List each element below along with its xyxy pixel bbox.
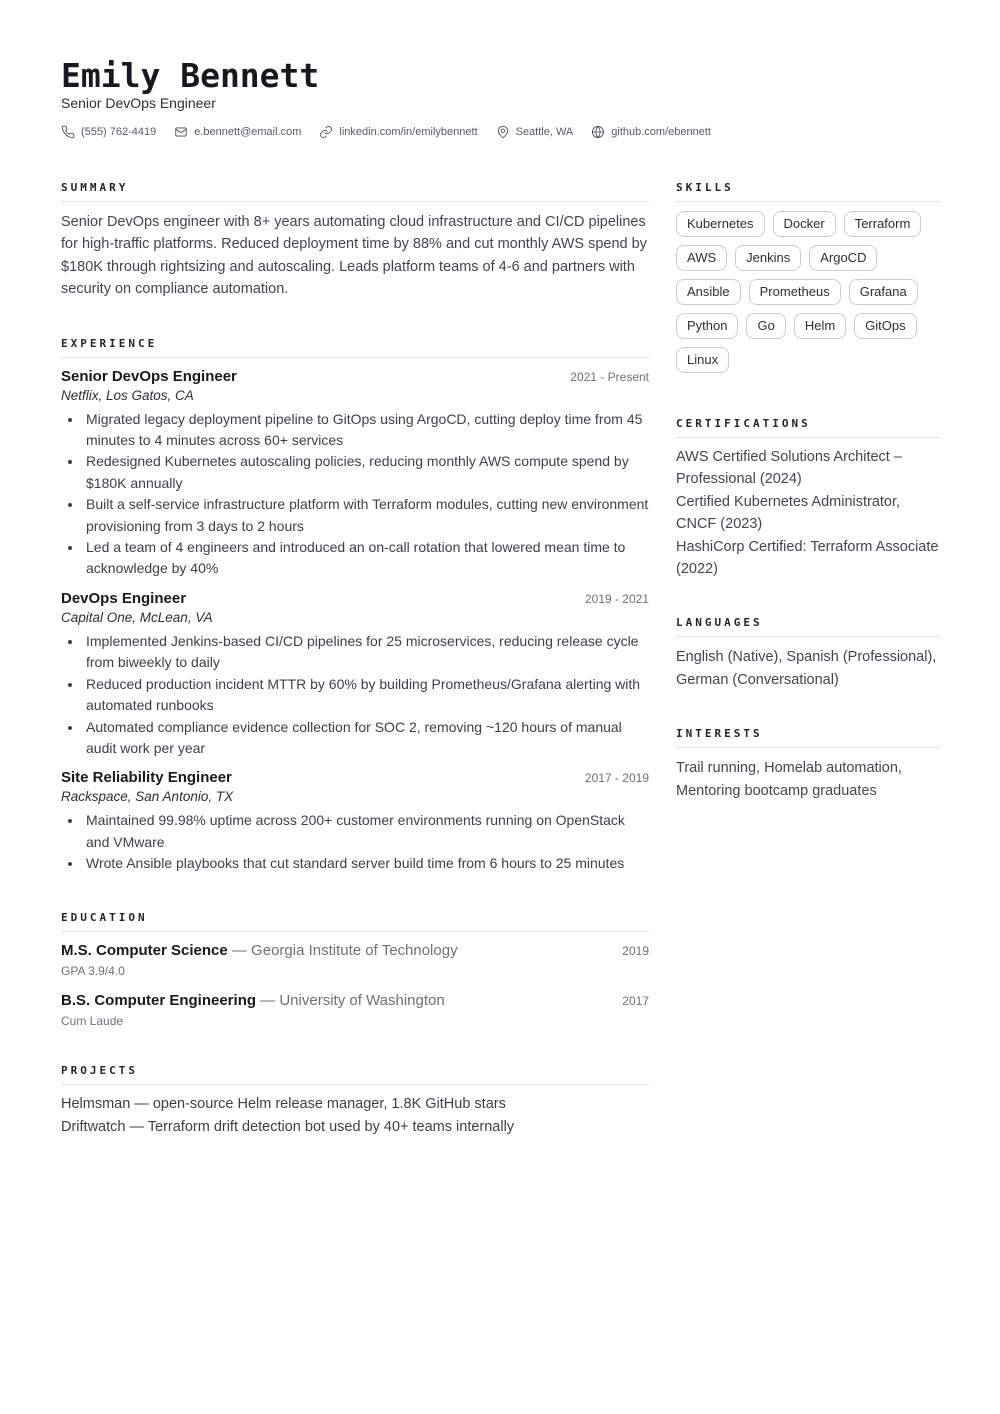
interests-section: [676, 727, 940, 802]
education-heading: EDUCATION: [61, 911, 649, 932]
job-bullet: Maintained 99.98% uptime across 200+ customer environments running on OpenStack and VMware: [61, 810, 649, 853]
job-bullets: [61, 810, 649, 874]
projects-section: [61, 1064, 649, 1139]
summary-heading: SUMMARY: [61, 181, 649, 202]
edu-note: GPA 3.9/4.0: [61, 963, 125, 978]
job-entry: [61, 769, 649, 874]
job-bullet: Migrated legacy deployment pipeline to GitOps using ArgoCD, cutting deploy time from 45 minutes to 4 minutes across 60+ services: [61, 409, 649, 452]
contact-bar: [61, 125, 729, 139]
contact-location: [496, 125, 574, 139]
job-entry: [61, 368, 649, 580]
job-bullet: Redesigned Kubernetes autoscaling policies, reducing monthly AWS compute spend by $180K annually: [61, 451, 649, 494]
skill-chip: Grafana: [849, 279, 918, 305]
project-item: Helmsman — open-source Helm release manager, 1.8K GitHub stars: [61, 1095, 506, 1112]
skill-chip: Prometheus: [749, 279, 841, 305]
education-entry: [61, 942, 649, 978]
candidate-title: Senior DevOps Engineer: [61, 95, 216, 111]
skill-chip: Linux: [676, 347, 729, 373]
skill-chip: Docker: [773, 211, 836, 237]
interests-text: Trail running, Homelab automation, Mentoring bootcamp graduates: [676, 760, 902, 799]
edu-degree: M.S. Computer Science: [61, 941, 228, 959]
certification-item: AWS Certified Solutions Architect – Professional (2024): [676, 449, 902, 488]
contact-linkedin[interactable]: [319, 125, 477, 139]
skill-chip: ArgoCD: [809, 245, 877, 271]
job-entry: [61, 590, 649, 759]
skills-section: [676, 181, 940, 381]
certification-item: HashiCorp Certified: Terraform Associate (2022): [676, 538, 939, 578]
job-bullet: Automated compliance evidence collection for SOC 2, removing ~120 hours of manual audit work per year: [61, 717, 649, 760]
project-item: Driftwatch — Terraform drift detection bot used by 40+ teams internally: [61, 1118, 515, 1135]
contact-email[interactable]: [174, 125, 301, 139]
sidebar-column: [676, 181, 940, 802]
skill-chip: Kubernetes: [676, 211, 765, 237]
contact-location-text: Seattle, WA: [515, 126, 574, 138]
main-column: [61, 181, 649, 1139]
languages-text: English (Native), Spanish (Professional), German (Conversational): [676, 649, 937, 688]
contact-email-text[interactable]: e.bennett@email.com: [194, 126, 302, 138]
job-bullet: Led a team of 4 engineers and introduced an on-call rotation that lowered mean time to acknowledge by 40%: [61, 537, 649, 580]
skill-chip: Python: [676, 313, 738, 339]
skill-chip: GitOps: [854, 313, 916, 339]
job-bullets: [61, 409, 649, 580]
phone-icon: [61, 125, 75, 139]
education-section: [61, 911, 649, 1028]
edu-year: 2017: [622, 993, 649, 1008]
job-company: Capital One, McLean, VA: [61, 609, 213, 625]
summary-section: [61, 181, 649, 301]
globe-icon: [591, 125, 605, 139]
edu-degree: B.S. Computer Engineering: [61, 991, 257, 1009]
candidate-name: Emily Bennett: [61, 56, 320, 95]
job-title: DevOps Engineer: [61, 589, 187, 607]
experience-heading: EXPERIENCE: [61, 337, 649, 358]
skill-chip: Go: [746, 313, 785, 339]
experience-section: [61, 337, 649, 875]
certifications-section: [676, 417, 940, 580]
skill-chip: AWS: [676, 245, 727, 271]
edu-note: Cum Laude: [61, 1013, 124, 1028]
contact-github-text[interactable]: github.com/ebennett: [611, 126, 711, 138]
job-title: Site Reliability Engineer: [61, 769, 232, 787]
projects-heading: PROJECTS: [61, 1064, 649, 1085]
contact-phone-text: (555) 762-4419: [81, 126, 157, 138]
edu-school: — Georgia Institute of Technology: [227, 941, 458, 959]
job-title: Senior DevOps Engineer: [61, 367, 237, 385]
languages-section: [676, 616, 940, 691]
job-dates: 2019 - 2021: [584, 591, 649, 606]
job-company: Netflix, Los Gatos, CA: [61, 387, 194, 403]
skill-chip: Terraform: [844, 211, 922, 237]
mail-icon: [174, 125, 188, 139]
skill-chip: Ansible: [676, 279, 741, 305]
summary-text: Senior DevOps engineer with 8+ years automating cloud infrastructure and CI/CD pipelines for high-traffic platforms. Reduced deployment time by 88% and cut monthly AWS spend by $180K through rightsizing and autoscaling. Leads platform teams of 4-6 and partners with security on compliance automation.: [61, 214, 647, 298]
job-dates: 2021 - Present: [570, 369, 649, 384]
job-company: Rackspace, San Antonio, TX: [61, 789, 234, 805]
job-bullets: [61, 631, 649, 759]
contact-phone: [61, 125, 156, 139]
location-pin-icon: [496, 125, 510, 139]
skill-chip: Helm: [794, 313, 846, 339]
job-bullet: Built a self-service infrastructure platform with Terraform modules, cutting new environment provisioning from 3 days to 2 hours: [61, 494, 649, 537]
skills-heading: SKILLS: [676, 181, 940, 202]
edu-year: 2019: [622, 943, 649, 958]
edu-school: — University of Washington: [256, 991, 445, 1009]
interests-heading: INTERESTS: [676, 727, 940, 748]
education-entry: [61, 992, 649, 1028]
skills-list: [676, 211, 940, 381]
contact-linkedin-text[interactable]: linkedin.com/in/emilybennett: [339, 126, 478, 138]
certifications-heading: CERTIFICATIONS: [676, 417, 940, 438]
job-bullet: Implemented Jenkins-based CI/CD pipelines for 25 microservices, reducing release cycle from biweekly to daily: [61, 631, 649, 674]
link-icon: [319, 125, 333, 139]
skill-chip: Jenkins: [735, 245, 801, 271]
job-dates: 2017 - 2019: [584, 771, 649, 786]
languages-heading: LANGUAGES: [676, 616, 940, 637]
contact-github[interactable]: [591, 125, 711, 139]
job-bullet: Reduced production incident MTTR by 60% by building Prometheus/Grafana alerting with automated runbooks: [61, 674, 649, 717]
certification-item: Certified Kubernetes Administrator, CNCF (2023): [676, 493, 901, 533]
job-bullet: Wrote Ansible playbooks that cut standard server build time from 6 hours to 25 minutes: [61, 853, 649, 874]
